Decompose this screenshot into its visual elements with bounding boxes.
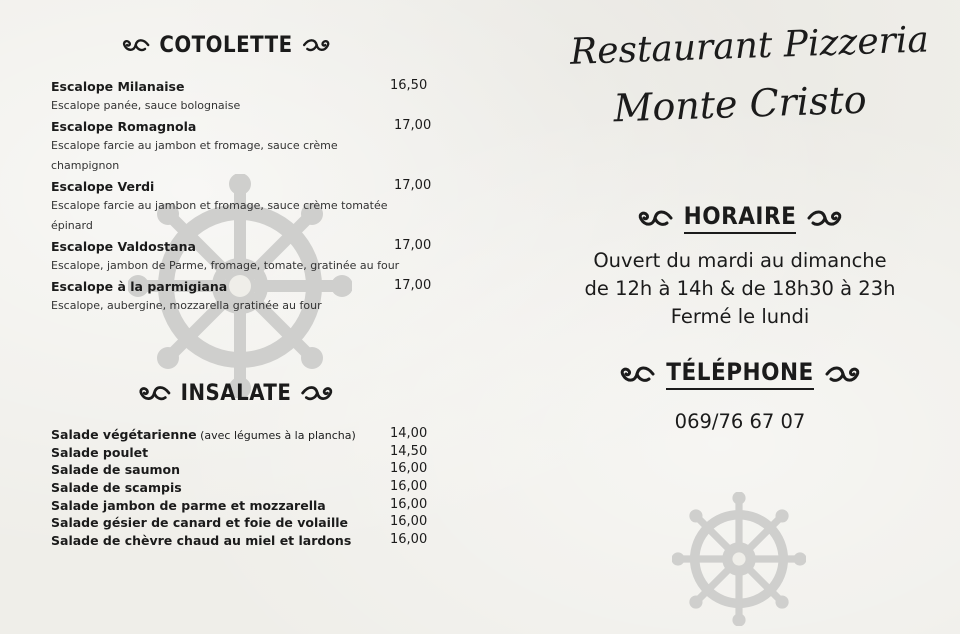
item-price: 17,00 bbox=[394, 118, 432, 133]
ship-wheel-icon bbox=[672, 492, 806, 626]
scroll-ornament-right-icon bbox=[804, 207, 846, 229]
menu-item bbox=[51, 425, 431, 443]
horaire-title: HORAIRE bbox=[684, 202, 797, 234]
telephone-title: TÉLÉPHONE bbox=[666, 358, 814, 390]
cotolette-heading bbox=[120, 28, 332, 62]
restaurant-name-line1: Restaurant Pizzeria bbox=[569, 19, 930, 73]
item-name: Escalope à la parmigiana bbox=[51, 279, 228, 294]
item-price: 16,00 bbox=[390, 479, 428, 495]
item-name: Salade poulet bbox=[51, 444, 149, 460]
menu-item bbox=[51, 531, 431, 549]
item-description: Escalope farcie au jambon et fromage, sauce crème bbox=[51, 139, 338, 152]
item-name: Escalope Valdostana bbox=[51, 239, 196, 254]
menu-item bbox=[51, 496, 431, 514]
item-description: champignon bbox=[51, 159, 120, 172]
horaire-heading bbox=[628, 198, 852, 238]
telephone-number: 069/76 67 07 bbox=[674, 410, 806, 433]
scroll-ornament-left-icon bbox=[634, 207, 676, 229]
item-name: Salade jambon de parme et mozzarella bbox=[51, 497, 326, 513]
horaire-line2: de 12h à 14h & de 18h30 à 23h bbox=[584, 277, 896, 300]
ship-wheel-watermark-right bbox=[672, 492, 806, 626]
item-description: Escalope, aubergine, mozzarella gratinée au four bbox=[51, 299, 322, 312]
item-name: Salade gésier de canard et foie de volaille bbox=[51, 515, 349, 531]
item-note: (avec légumes à la plancha) bbox=[196, 429, 356, 442]
scroll-ornament-left-icon bbox=[136, 382, 173, 404]
item-name: Salade de scampis bbox=[51, 480, 182, 496]
insalate-menu bbox=[51, 425, 431, 549]
telephone-heading bbox=[612, 354, 868, 394]
item-description: Escalope farcie au jambon et fromage, sauce crème tomatée bbox=[51, 199, 388, 212]
item-price: 14,00 bbox=[390, 426, 428, 441]
item-price: 17,00 bbox=[394, 278, 432, 293]
scroll-ornament-left-icon bbox=[120, 34, 151, 56]
cotolette-menu bbox=[51, 76, 431, 316]
scroll-ornament-left-icon bbox=[616, 363, 658, 385]
item-description: Escalope, jambon de Parme, fromage, tomate, gratinée au four bbox=[51, 259, 400, 272]
item-price: 14,50 bbox=[390, 443, 428, 459]
item-name: Escalope Verdi bbox=[51, 179, 155, 194]
scroll-ornament-right-icon bbox=[822, 363, 864, 385]
item-name: Salade végétarienne bbox=[51, 427, 197, 442]
menu-item bbox=[51, 236, 431, 276]
scroll-ornament-right-icon bbox=[299, 382, 336, 404]
item-description: Escalope panée, sauce bolognaise bbox=[51, 99, 241, 112]
item-price: 16,50 bbox=[390, 78, 428, 93]
item-name: Salade de saumon bbox=[51, 462, 180, 478]
item-name: Escalope Romagnola bbox=[51, 119, 197, 134]
item-name: Escalope Milanaise bbox=[51, 79, 185, 94]
scroll-ornament-right-icon bbox=[301, 34, 332, 56]
menu-item bbox=[51, 116, 431, 176]
menu-item bbox=[51, 513, 431, 531]
menu-item bbox=[51, 76, 431, 116]
item-price: 16,00 bbox=[390, 514, 428, 530]
item-price: 17,00 bbox=[394, 238, 432, 253]
menu-item bbox=[51, 276, 431, 316]
item-name: Salade de chèvre chaud au miel et lardons bbox=[51, 533, 352, 549]
item-price: 16,00 bbox=[390, 496, 428, 512]
restaurant-name-line2: Monte Cristo bbox=[612, 77, 868, 131]
menu-item bbox=[51, 478, 431, 496]
menu-item bbox=[51, 460, 431, 478]
item-description: épinard bbox=[51, 219, 93, 232]
insalate-title: INSALATE bbox=[180, 380, 292, 406]
menu-item bbox=[51, 176, 431, 236]
cotolette-title: COTOLETTE bbox=[159, 32, 293, 58]
menu-item bbox=[51, 443, 431, 461]
insalate-heading bbox=[136, 376, 336, 410]
horaire-line1: Ouvert du mardi au dimanche bbox=[593, 249, 887, 272]
item-price: 17,00 bbox=[394, 178, 432, 193]
item-price: 16,00 bbox=[390, 461, 428, 477]
item-price: 16,00 bbox=[390, 532, 428, 548]
horaire-line3: Fermé le lundi bbox=[670, 305, 810, 328]
